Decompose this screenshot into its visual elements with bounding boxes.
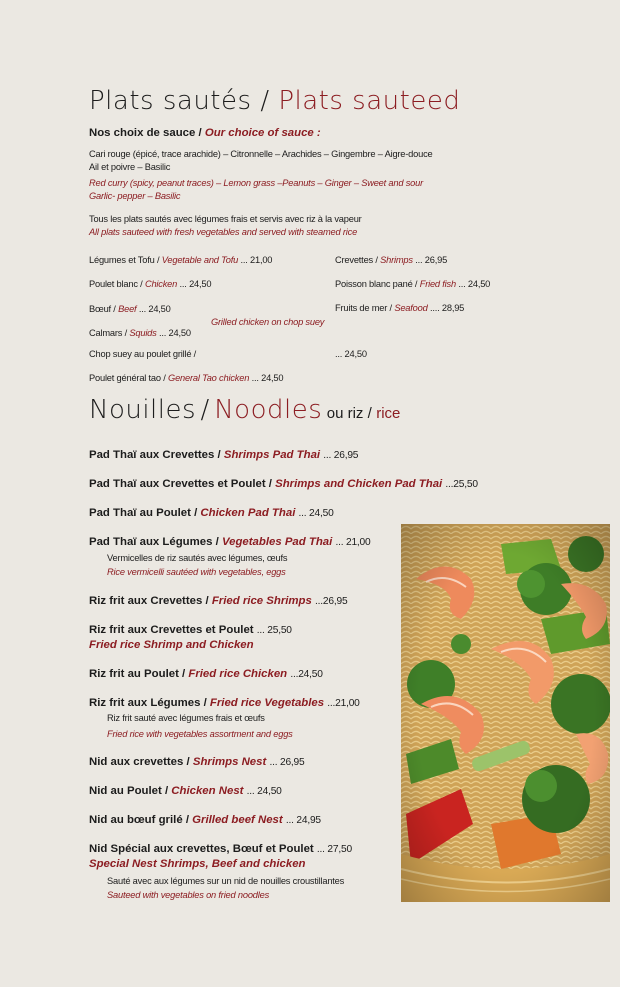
title-en: Plats sauteed <box>278 86 461 116</box>
item-price: ... 24,50 <box>159 328 191 338</box>
title-en: Noodles <box>214 395 323 425</box>
menu-item <box>89 595 347 607</box>
menu-item <box>89 756 304 768</box>
item-price-chop-suey: ... 24,50 <box>335 349 367 359</box>
item-desc-fr: Riz frit sauté avec légumes frais et œufs <box>107 713 265 723</box>
menu-item <box>89 668 323 680</box>
item-price: ... 21,00 <box>335 537 371 548</box>
menu-item <box>89 507 334 519</box>
item-en: Beef <box>118 304 137 314</box>
note-fr: Tous les plats sautés avec légumes frais et servis avec riz à la vapeur <box>89 214 362 224</box>
rice-en: rice <box>376 405 401 422</box>
item-en: Special Nest Shrimps, Beef and chicken <box>89 858 306 870</box>
menu-item <box>89 536 370 548</box>
item-fr: Calmars / <box>89 328 127 338</box>
item-en: Shrimps and Chicken Pad Thai <box>275 478 443 490</box>
item-fr-chop-suey: Chop suey au poulet grillé / <box>89 349 197 359</box>
item-en: Shrimps <box>380 255 413 265</box>
item-fr: Riz frit aux Crevettes / <box>89 595 209 607</box>
rice-fr: ou riz / <box>326 405 372 422</box>
item-fr: Riz frit aux Crevettes et Poulet <box>89 624 254 636</box>
item-en: Shrimps Nest <box>192 756 267 768</box>
item-price: ... 24,50 <box>458 279 491 289</box>
item-fr: Poisson blanc pané / <box>335 279 418 289</box>
item-price: ... 21,00 <box>240 255 273 265</box>
section-title-nouilles <box>89 395 400 425</box>
menu-item <box>89 304 171 314</box>
item-price: ... 25,50 <box>256 625 292 636</box>
item-desc-en: Sauteed with vegetables on fried noodles <box>107 890 270 900</box>
item-en: Shrimps Pad Thai <box>223 449 321 461</box>
menu-item <box>89 785 282 797</box>
title-sep: / <box>200 395 210 425</box>
menu-item <box>89 814 321 826</box>
item-en: Vegetables Pad Thai <box>221 536 333 548</box>
sauce-heading <box>89 127 321 139</box>
menu-item <box>89 624 292 636</box>
menu-item <box>335 279 490 289</box>
item-desc-fr: Vermicelles de riz sautés avec légumes, œufs <box>107 553 288 563</box>
item-en: General Tao chicken <box>168 373 250 383</box>
item-en: Fried rice Shrimp and Chicken <box>89 639 254 651</box>
item-price: ... 26,95 <box>323 450 359 461</box>
item-fr: Légumes et Tofu / <box>89 255 160 265</box>
menu-item <box>335 255 447 265</box>
item-fr: Nid Spécial aux crevettes, Bœuf et Poulet <box>89 843 314 855</box>
item-desc-fr: Sauté avec aux légumes sur un nid de nouilles croustillantes <box>107 876 345 886</box>
noodle-nest-illustration <box>401 524 610 902</box>
menu-item <box>335 303 464 313</box>
item-fr: Crevettes / <box>335 255 378 265</box>
item-fr: Riz frit au Poulet / <box>89 668 186 680</box>
sauce-list-en-1: Red curry (spicy, peanut traces) – Lemon grass –Peanuts – Ginger – Sweet and sour <box>89 178 423 188</box>
menu-item <box>89 449 358 461</box>
item-en: Chicken <box>144 279 178 289</box>
sauce-list-fr-2: Ail et poivre – Basilic <box>89 162 171 172</box>
item-price: ... 24,50 <box>251 373 284 383</box>
item-en: Grilled beef Nest <box>192 814 283 826</box>
sauce-list-en-2: Garlic- pepper – Basilic <box>89 191 181 201</box>
title-sep: / <box>260 86 270 116</box>
item-fr: Nid aux crevettes / <box>89 756 190 768</box>
food-photo <box>401 524 610 902</box>
item-fr: Pad Thaï aux Crevettes / <box>89 449 221 461</box>
title-fr: Plats sautés <box>89 86 252 116</box>
item-price: ... 24,50 <box>246 786 282 797</box>
item-en: Fried rice Shrimps <box>211 595 312 607</box>
item-fr: Pad Thaï aux Crevettes et Poulet / <box>89 478 272 490</box>
menu-item <box>89 255 272 265</box>
item-en: Seafood <box>394 303 428 313</box>
item-fr: Nid au Poulet / <box>89 785 169 797</box>
menu-item <box>89 279 211 289</box>
menu-item <box>89 697 360 709</box>
item-en-chop-suey: Grilled chicken on chop suey <box>211 317 325 327</box>
item-price: ... 27,50 <box>316 844 352 855</box>
menu-item <box>89 843 352 855</box>
sauce-heading-fr: Nos choix de sauce / <box>89 127 202 139</box>
item-fr: Fruits de mer / <box>335 303 392 313</box>
menu-item <box>89 328 191 338</box>
item-price: ... 24,50 <box>179 279 212 289</box>
item-en: Vegetable and Tofu <box>161 255 239 265</box>
item-price: ... 24,95 <box>285 815 321 826</box>
item-fr: Bœuf / <box>89 304 116 314</box>
title-fr: Nouilles <box>89 395 197 425</box>
item-fr: Nid au bœuf grilé / <box>89 814 189 826</box>
item-en: Squids <box>129 328 157 338</box>
item-desc-en: Rice vermicelli sautéed with vegetables, eggs <box>107 567 286 577</box>
item-fr: Riz frit aux Légumes / <box>89 697 207 709</box>
item-price: ... 26,95 <box>269 757 305 768</box>
item-price: ...25,50 <box>445 479 478 490</box>
item-price: ... 24,50 <box>298 508 334 519</box>
item-fr: Poulet général tao / <box>89 373 166 383</box>
item-desc-en: Fried rice with vegetables assortment and eggs <box>107 729 293 739</box>
item-price: ...26,95 <box>315 596 348 607</box>
item-fr: Pad Thaï aux Légumes / <box>89 536 219 548</box>
note-en: All plats sauteed with fresh vegetables and served with steamed rice <box>89 227 358 237</box>
section-title-sautes <box>89 86 460 116</box>
item-en: Fried rice Vegetables <box>209 697 325 709</box>
sauce-list-fr-1: Cari rouge (épicé, trace arachide) – Citronnelle – Arachides – Gingembre – Aigre-douce <box>89 149 433 159</box>
item-fr: Poulet blanc / <box>89 279 143 289</box>
item-en: Fried rice Chicken <box>188 668 288 680</box>
item-price: ... 24,50 <box>138 304 171 314</box>
item-en: Fried fish <box>419 279 456 289</box>
sauce-heading-en: Our choice of sauce : <box>204 127 321 139</box>
menu-item <box>89 478 478 490</box>
item-price: ...21,00 <box>327 698 360 709</box>
item-price: .... 28,95 <box>429 303 465 313</box>
item-price: ...24,50 <box>290 669 323 680</box>
item-en: Chicken Pad Thai <box>200 507 296 519</box>
item-en: Chicken Nest <box>171 785 244 797</box>
menu-item <box>89 373 283 383</box>
item-price: ... 26,95 <box>415 255 448 265</box>
item-fr: Pad Thaï au Poulet / <box>89 507 198 519</box>
